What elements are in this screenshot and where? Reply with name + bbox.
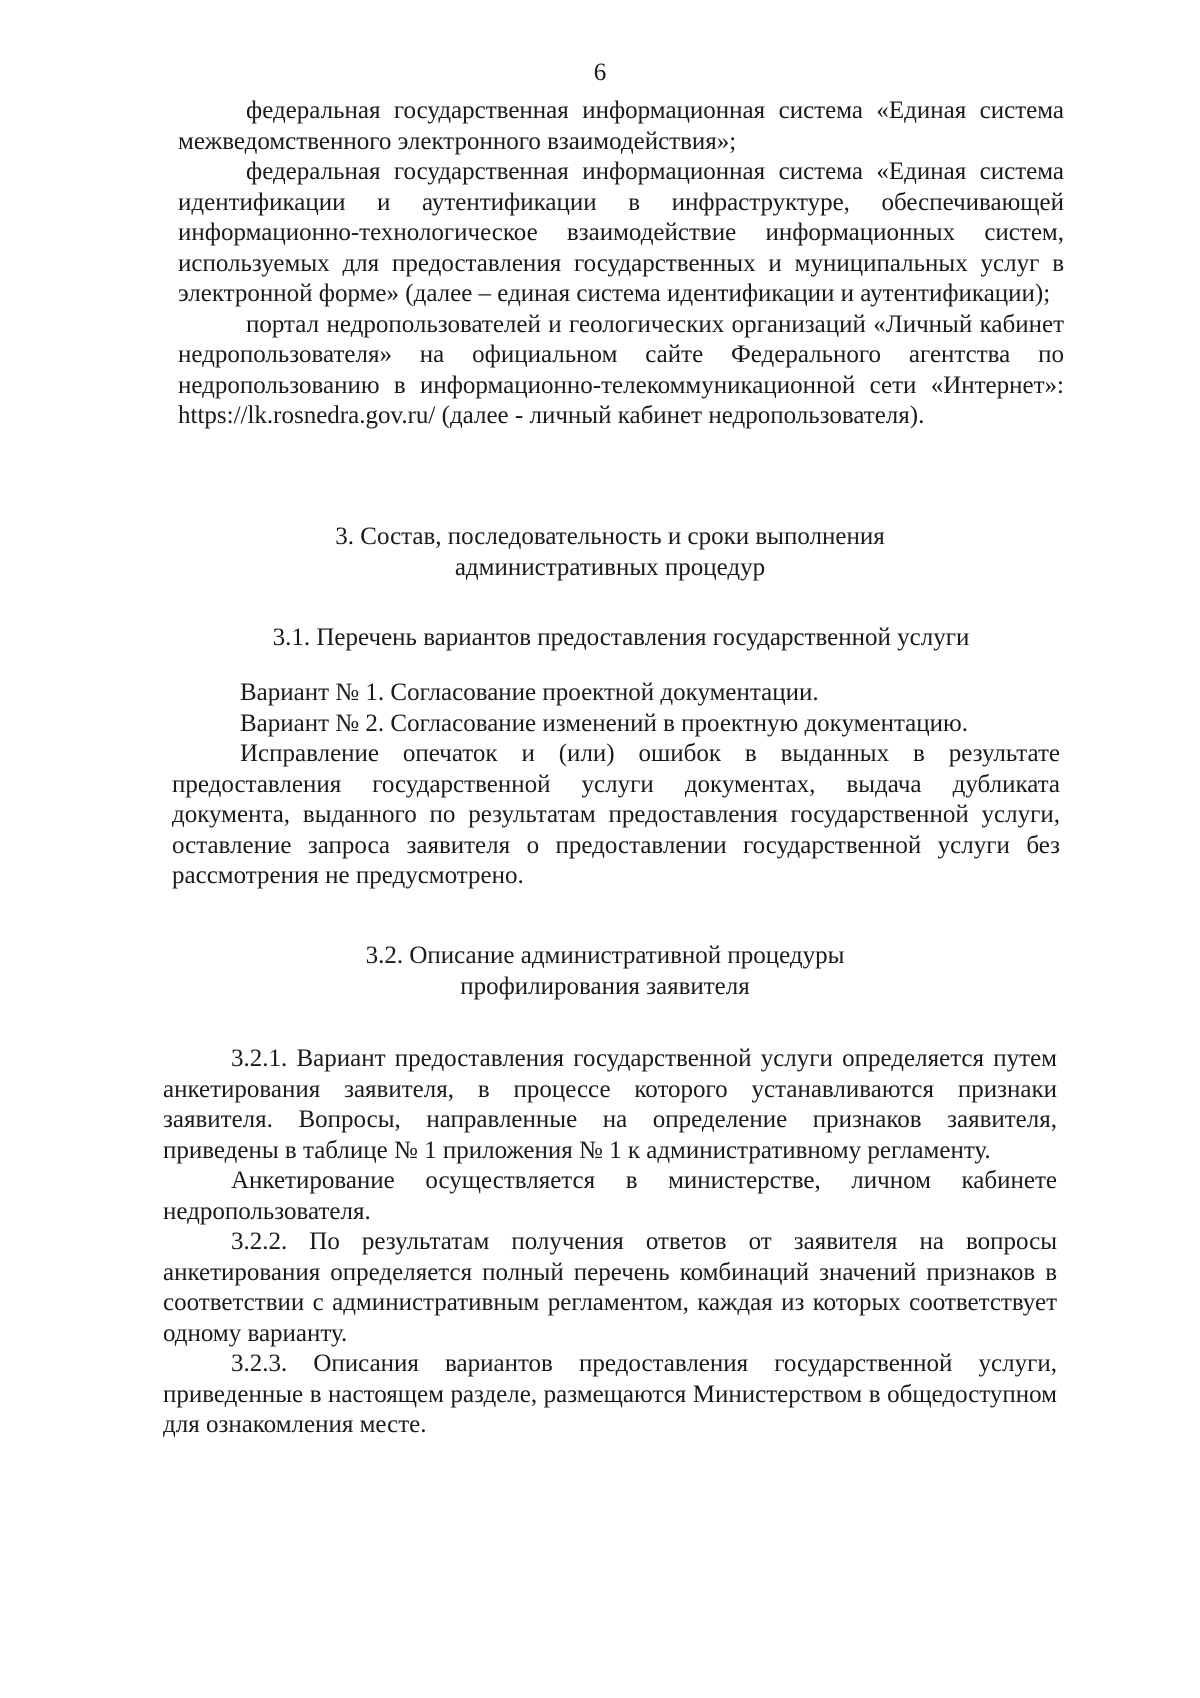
- intro-paragraphs: [178, 96, 1064, 432]
- paragraph-corrections-not-provided: Исправление опечаток и (или) ошибок в выданных в результате предоставления государственной услуги документах, выдача дубликата документа, выданного по результатам предоставления государственной услуги, оставление запроса заявителя о предоставлении государственной услуги без рассмотрения не предусмотрено.: [172, 740, 1060, 889]
- section-3-heading-line-2: административных процедур: [454, 554, 766, 581]
- variant-1: Вариант № 1. Согласование проектной документации.: [240, 679, 819, 706]
- paragraph-questionnaire: Анкетирование осуществляется в министерстве, личном кабинете недропользователя.: [163, 1167, 1057, 1225]
- paragraph-3-2-1: 3.2.1. Вариант предоставления государственной услуги определяется путем анкетирования заявителя, в процессе которого устанавливаются признаки заявителя. Вопросы, направленные на определение признаков заявителя, приведены в таблице № 1 приложения № 1 к административному регламенту.: [163, 1045, 1057, 1164]
- paragraph-3-2-3: 3.2.3. Описания вариантов предоставления государственной услуги, приведенные в настоящем разделе, размещаются Министерством в общедоступном для ознакомления месте.: [163, 1350, 1057, 1438]
- section-3-2-heading-line-1: 3.2. Описание административной процедуры: [365, 942, 845, 969]
- section-3-1-heading-text: 3.1. Перечень вариантов предоставления государственной услуги: [272, 624, 970, 651]
- section-3-heading: [160, 521, 1060, 583]
- section-3-1-body: [172, 678, 1060, 892]
- section-3-heading-line-1: 3. Состав, последовательность и сроки выполнения: [335, 523, 885, 550]
- section-3-2-body: [163, 1044, 1057, 1441]
- section-3-1-heading: [166, 622, 1076, 653]
- paragraph-subsoil-portal: портал недропользователей и геологических организаций «Личный кабинет недропользователя» на официальном сайте Федерального агентства по недропользованию в информационно-телекоммуникационной сети «Интернет»: https://lk.rosnedra.gov.ru/ (далее - личный кабинет недропользователя).: [178, 310, 1064, 429]
- paragraph-smev: федеральная государственная информационная система «Единая система межведомственного электронного взаимодействия»;: [178, 97, 1064, 155]
- paragraph-3-2-2: 3.2.2. По результатам получения ответов от заявителя на вопросы анкетирования определяется полный перечень комбинаций значений признаков в соответствии с административным регламентом, каждая из которых соответствует одному варианту.: [163, 1228, 1057, 1347]
- section-3-2-heading: [150, 940, 1060, 1002]
- section-3-2-heading-line-2: профилирования заявителя: [460, 973, 750, 1000]
- paragraph-esia: федеральная государственная информационная система «Единая система идентификации и аутентификации в инфраструктуре, обеспечивающей информационно-технологическое взаимодействие информационных систем, используемых для предоставления государственных и муниципальных услуг в электронной форме» (далее – единая система идентификации и аутентификации);: [178, 158, 1064, 307]
- variant-2: Вариант № 2. Согласование изменений в проектную документацию.: [240, 709, 968, 737]
- page-number: 6: [593, 59, 607, 86]
